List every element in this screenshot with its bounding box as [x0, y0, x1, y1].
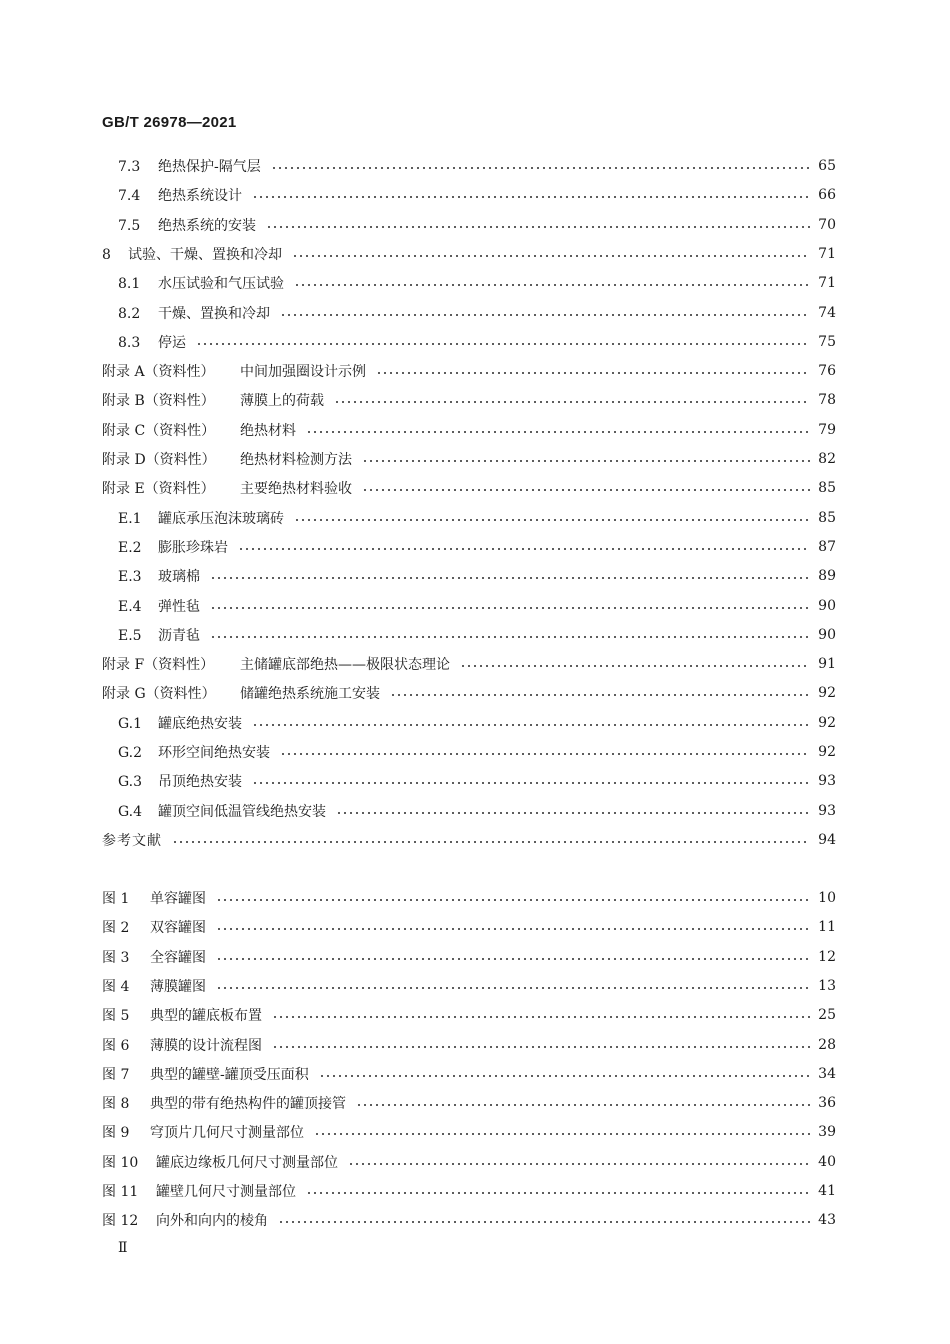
- entry-label: [102, 1122, 308, 1142]
- entry-number: 附录 E（资料性）: [102, 481, 215, 497]
- toc-entry[interactable]: [118, 713, 836, 733]
- entry-page-number: 66: [818, 187, 836, 203]
- entry-page-number: 91: [818, 656, 836, 672]
- entry-title: 向外和向内的棱角: [156, 1213, 268, 1229]
- entry-label: [102, 654, 454, 674]
- entry-page-number: 94: [818, 832, 836, 848]
- entry-title: 薄膜上的荷载: [240, 393, 324, 409]
- dot-leader: [292, 255, 810, 257]
- entry-page-number: 92: [818, 685, 836, 701]
- entry-page-number: 70: [818, 217, 836, 233]
- dot-leader: [314, 1133, 810, 1135]
- toc-entry[interactable]: [118, 273, 836, 293]
- entry-number: 8: [102, 247, 111, 263]
- dot-leader: [210, 636, 810, 638]
- toc-entry[interactable]: [118, 508, 836, 528]
- figure-entry[interactable]: [102, 1210, 836, 1230]
- dot-leader: [210, 577, 810, 579]
- entry-number: 8.3: [118, 335, 141, 351]
- entry-page-number: 82: [818, 451, 836, 467]
- entry-title: 主储罐底部绝热——极限状态理论: [240, 657, 450, 673]
- toc-entry[interactable]: [118, 771, 836, 791]
- entry-number: 7.3: [118, 159, 141, 175]
- dot-leader: [336, 812, 810, 814]
- toc-entry[interactable]: [102, 683, 836, 703]
- dot-leader: [272, 1016, 810, 1018]
- entry-title: 罐底绝热安装: [158, 716, 242, 732]
- entry-number: 图 11: [102, 1184, 139, 1200]
- toc-entry[interactable]: [118, 156, 836, 176]
- entry-title: 典型的罐壁-罐顶受压面积: [150, 1067, 309, 1083]
- entry-number: 附录 B（资料性）: [102, 393, 215, 409]
- dot-leader: [216, 958, 810, 960]
- entry-number: 附录 C（资料性）: [102, 423, 216, 439]
- dot-leader: [294, 284, 810, 286]
- entry-title: 水压试验和气压试验: [158, 276, 284, 292]
- entry-title: 绝热材料: [240, 423, 296, 439]
- entry-label: [102, 976, 210, 996]
- dot-leader: [272, 1046, 810, 1048]
- entry-number: 附录 D（资料性）: [102, 452, 216, 468]
- entry-label: [102, 244, 286, 264]
- entry-page-number: 74: [818, 305, 836, 321]
- dot-leader: [460, 665, 810, 667]
- entry-label: [118, 185, 246, 205]
- entry-label: [102, 830, 166, 850]
- dot-leader: [196, 343, 810, 345]
- entry-title: 双容罐图: [150, 920, 206, 936]
- figure-entry[interactable]: [102, 1035, 836, 1055]
- entry-label: [118, 273, 288, 293]
- toc-entry[interactable]: [118, 625, 836, 645]
- figure-entry[interactable]: [102, 917, 836, 937]
- entry-number: 附录 A（资料性）: [102, 364, 215, 380]
- entry-page-number: 78: [818, 392, 836, 408]
- entry-number: 图 3: [102, 950, 130, 966]
- figure-entry[interactable]: [102, 1122, 836, 1142]
- entry-title: 全容罐图: [150, 950, 206, 966]
- entry-label: [102, 1210, 272, 1230]
- dot-leader: [216, 899, 810, 901]
- dot-leader: [266, 226, 810, 228]
- entry-label: [102, 888, 210, 908]
- entry-title: 薄膜的设计流程图: [150, 1038, 262, 1054]
- entry-page-number: 71: [818, 246, 836, 262]
- entry-number: 图 12: [102, 1213, 139, 1229]
- entry-label: [102, 1093, 350, 1113]
- document-code-header: GB/T 26978—2021: [102, 114, 237, 131]
- entry-page-number: 89: [818, 568, 836, 584]
- entry-page-number: 43: [818, 1212, 836, 1228]
- entry-title: 中间加强圈设计示例: [240, 364, 366, 380]
- dot-leader: [306, 431, 810, 433]
- entry-title: 单容罐图: [150, 891, 206, 907]
- entry-label: [118, 596, 204, 616]
- entry-page-number: 41: [818, 1183, 836, 1199]
- entry-number: 图 4: [102, 979, 130, 995]
- dot-leader: [252, 724, 810, 726]
- dot-leader: [216, 928, 810, 930]
- entry-page-number: 40: [818, 1154, 836, 1170]
- toc-entry[interactable]: [102, 449, 836, 469]
- entry-page-number: 10: [818, 890, 836, 906]
- toc-entry[interactable]: [102, 830, 836, 850]
- entry-label: [102, 478, 356, 498]
- figure-entry[interactable]: [102, 888, 836, 908]
- entry-title: 主要绝热材料验收: [240, 481, 352, 497]
- entry-title: 环形空间绝热安装: [158, 745, 270, 761]
- entry-number: 图 8: [102, 1096, 130, 1112]
- entry-page-number: 85: [818, 480, 836, 496]
- dot-leader: [252, 782, 810, 784]
- entry-number: 8.2: [118, 306, 141, 322]
- dot-leader: [172, 841, 810, 843]
- figure-entry[interactable]: [102, 1152, 836, 1172]
- entry-label: [118, 508, 288, 528]
- entry-title: 罐壁几何尺寸测量部位: [156, 1184, 296, 1200]
- entry-title: 膨胀珍珠岩: [158, 540, 228, 556]
- entry-number: E.3: [118, 569, 142, 585]
- dot-leader: [210, 607, 810, 609]
- entry-title: 绝热材料检测方法: [240, 452, 352, 468]
- toc-entry[interactable]: [118, 303, 836, 323]
- dot-leader: [362, 460, 810, 462]
- entry-number: 图 10: [102, 1155, 139, 1171]
- entry-page-number: 28: [818, 1037, 836, 1053]
- entry-number: G.1: [118, 716, 143, 732]
- entry-number: G.3: [118, 774, 143, 790]
- entry-number: E.2: [118, 540, 142, 556]
- entry-label: [118, 566, 204, 586]
- entry-title: 绝热系统设计: [158, 188, 242, 204]
- dot-leader: [280, 314, 810, 316]
- entry-number: 图 7: [102, 1067, 130, 1083]
- entry-page-number: 65: [818, 158, 836, 174]
- dot-leader: [356, 1104, 810, 1106]
- figure-entry[interactable]: [102, 1181, 836, 1201]
- toc-entry[interactable]: [118, 185, 836, 205]
- entry-title: 绝热系统的安装: [158, 218, 256, 234]
- dot-leader: [306, 1192, 810, 1194]
- entry-page-number: 13: [818, 978, 836, 994]
- entry-number: E.4: [118, 599, 142, 615]
- entry-number: 图 5: [102, 1008, 130, 1024]
- entry-page-number: 85: [818, 510, 836, 526]
- entry-number: 图 2: [102, 920, 130, 936]
- figure-entry[interactable]: [102, 1064, 836, 1084]
- entry-label: [102, 683, 384, 703]
- toc-entry[interactable]: [102, 654, 836, 674]
- figure-entry[interactable]: [102, 947, 836, 967]
- entry-title: 罐底承压泡沫玻璃砖: [158, 511, 284, 527]
- entry-title: 穹顶片几何尺寸测量部位: [150, 1125, 304, 1141]
- figure-entry[interactable]: [102, 1005, 836, 1025]
- entry-label: [118, 742, 274, 762]
- page-number: Ⅱ: [118, 1240, 128, 1256]
- entry-number: 7.5: [118, 218, 141, 234]
- entry-page-number: 71: [818, 275, 836, 291]
- entry-title: 参考文献: [102, 833, 162, 849]
- entry-page-number: 11: [818, 919, 836, 935]
- figure-entry[interactable]: [102, 1093, 836, 1113]
- toc-entry[interactable]: [102, 478, 836, 498]
- entry-number: 附录 F（资料性）: [102, 657, 215, 673]
- entry-label: [118, 771, 246, 791]
- entry-page-number: 93: [818, 773, 836, 789]
- toc-entry[interactable]: [118, 537, 836, 557]
- entry-title: 典型的罐底板布置: [150, 1008, 262, 1024]
- entry-page-number: 90: [818, 598, 836, 614]
- entry-number: 图 6: [102, 1038, 130, 1054]
- dot-leader: [252, 196, 810, 198]
- entry-page-number: 36: [818, 1095, 836, 1111]
- entry-page-number: 79: [818, 422, 836, 438]
- entry-label: [102, 1064, 313, 1084]
- entry-page-number: 76: [818, 363, 836, 379]
- entry-label: [102, 361, 370, 381]
- toc-entry[interactable]: [118, 742, 836, 762]
- toc-entry[interactable]: [118, 566, 836, 586]
- entry-title: 停运: [158, 335, 186, 351]
- entry-page-number: 34: [818, 1066, 836, 1082]
- dot-leader: [278, 1221, 810, 1223]
- entry-label: [118, 215, 260, 235]
- entry-page-number: 75: [818, 334, 836, 350]
- entry-label: [118, 625, 204, 645]
- dot-leader: [319, 1075, 810, 1077]
- dot-leader: [376, 372, 810, 374]
- entry-label: [102, 420, 300, 440]
- entry-page-number: 93: [818, 803, 836, 819]
- entry-title: 吊顶绝热安装: [158, 774, 242, 790]
- entry-page-number: 25: [818, 1007, 836, 1023]
- entry-number: 7.4: [118, 188, 141, 204]
- entry-label: [102, 1035, 266, 1055]
- entry-number: G.4: [118, 804, 143, 820]
- entry-label: [118, 156, 265, 176]
- entry-title: 试验、干燥、置换和冷却: [128, 247, 282, 263]
- dot-leader: [238, 548, 810, 550]
- entry-number: 图 1: [102, 891, 130, 907]
- entry-page-number: 92: [818, 744, 836, 760]
- entry-label: [102, 390, 328, 410]
- entry-label: [118, 303, 274, 323]
- entry-page-number: 87: [818, 539, 836, 555]
- entry-number: E.1: [118, 511, 142, 527]
- entry-title: 弹性毡: [158, 599, 200, 615]
- entry-label: [118, 537, 232, 557]
- toc-entry[interactable]: [118, 332, 836, 352]
- entry-title: 沥青毡: [158, 628, 200, 644]
- dot-leader: [216, 987, 810, 989]
- entry-label: [102, 1005, 266, 1025]
- entry-title: 干燥、置换和冷却: [158, 306, 270, 322]
- dot-leader: [390, 694, 810, 696]
- entry-title: 储罐绝热系统施工安装: [240, 686, 380, 702]
- entry-label: [102, 947, 210, 967]
- entry-title: 绝热保护-隔气层: [158, 159, 261, 175]
- entry-title: 玻璃棉: [158, 569, 200, 585]
- entry-number: E.5: [118, 628, 142, 644]
- entry-number: 附录 G（资料性）: [102, 686, 216, 702]
- toc-entry[interactable]: [102, 390, 836, 410]
- toc-entry[interactable]: [118, 596, 836, 616]
- dot-leader: [271, 167, 810, 169]
- entry-label: [102, 1181, 300, 1201]
- entry-page-number: 92: [818, 715, 836, 731]
- entry-label: [102, 449, 356, 469]
- entry-page-number: 12: [818, 949, 836, 965]
- dot-leader: [334, 401, 810, 403]
- entry-page-number: 90: [818, 627, 836, 643]
- entry-label: [118, 801, 330, 821]
- toc-entry[interactable]: [118, 801, 836, 821]
- entry-number: G.2: [118, 745, 143, 761]
- entry-label: [118, 332, 190, 352]
- entry-page-number: 39: [818, 1124, 836, 1140]
- dot-leader: [280, 753, 810, 755]
- toc-entry[interactable]: [102, 420, 836, 440]
- entry-title: 薄膜罐图: [150, 979, 206, 995]
- dot-leader: [294, 519, 810, 521]
- figure-entry[interactable]: [102, 976, 836, 996]
- entry-label: [102, 917, 210, 937]
- entry-title: 罐顶空间低温管线绝热安装: [158, 804, 326, 820]
- toc-entry[interactable]: [102, 361, 836, 381]
- entry-label: [102, 1152, 342, 1172]
- entry-title: 典型的带有绝热构件的罐顶接管: [150, 1096, 346, 1112]
- dot-leader: [362, 489, 810, 491]
- toc-entry[interactable]: [118, 215, 836, 235]
- toc-entry[interactable]: [102, 244, 836, 264]
- dot-leader: [348, 1163, 810, 1165]
- entry-title: 罐底边缘板几何尺寸测量部位: [156, 1155, 338, 1171]
- entry-number: 8.1: [118, 276, 141, 292]
- entry-number: 图 9: [102, 1125, 130, 1141]
- entry-label: [118, 713, 246, 733]
